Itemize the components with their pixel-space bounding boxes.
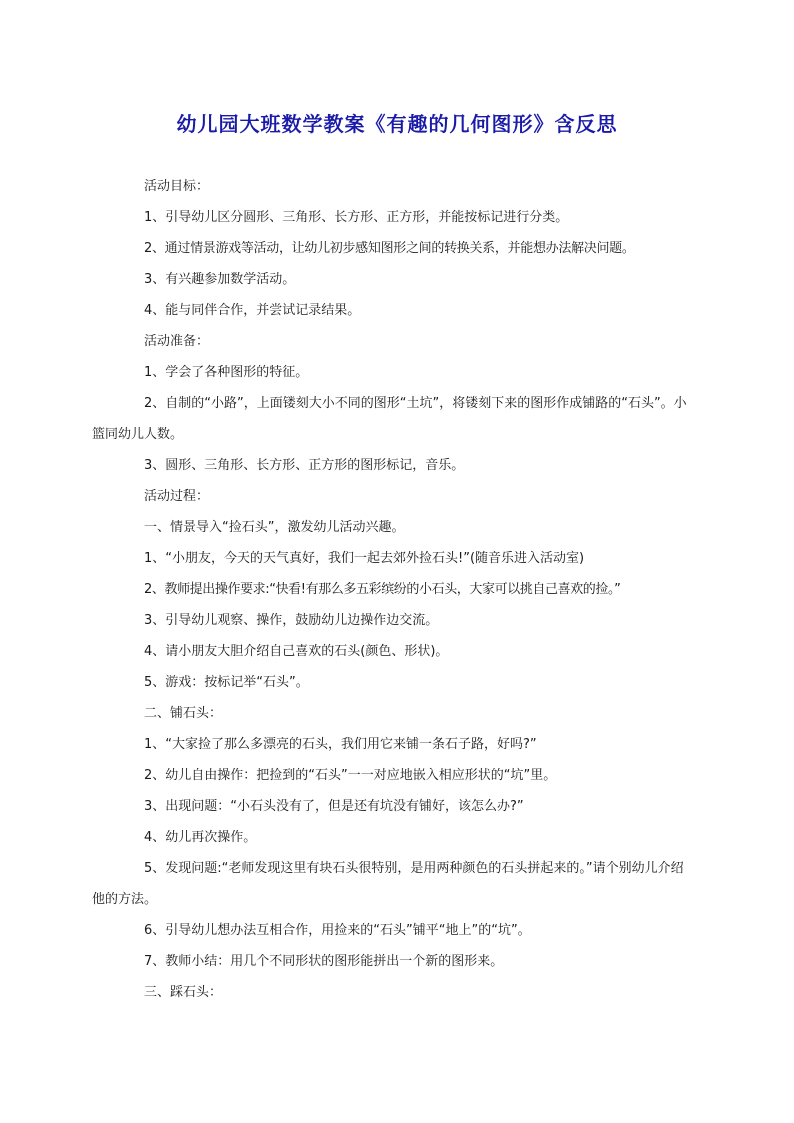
section-heading-step-stones: 三、踩石头： — [144, 985, 223, 1000]
paragraph: 4、幼儿再次操作。 — [144, 830, 257, 845]
paragraph: 5、游戏：按标记举“石头”。 — [144, 675, 309, 690]
document-title: 幼儿园大班数学教案《有趣的几何图形》含反思 — [176, 112, 618, 136]
paragraph: 2、通过情景游戏等活动，让幼儿初步感知图形之间的转换关系，并能想办法解决问题。 — [144, 241, 635, 256]
paragraph: 3、圆形、三角形、长方形、正方形的图形标记，音乐。 — [144, 458, 465, 473]
section-heading-preparation: 活动准备： — [144, 334, 210, 349]
section-heading-goals: 活动目标： — [144, 179, 210, 194]
paragraph: 6、引导幼儿想办法互相合作，用捡来的“石头”铺平“地上”的“坑”。 — [144, 923, 531, 938]
paragraph: 2、教师提出操作要求:“快看!有那么多五彩缤纷的小石头，大家可以挑自己喜欢的捡。” — [144, 582, 621, 597]
paragraph: 1、“大家捡了那么多漂亮的石头，我们用它来铺一条石子路，好吗?” — [144, 737, 537, 752]
paragraph: 1、“小朋友，今天的天气真好，我们一起去郊外捡石头!”(随音乐进入活动室) — [144, 551, 585, 566]
paragraph: 3、出现问题：“小石头没有了，但是还有坑没有铺好，该怎么办?” — [144, 799, 524, 814]
document-body — [92, 171, 688, 1008]
paragraph: 1、学会了各种图形的特征。 — [144, 365, 309, 380]
paragraph: 1、引导幼儿区分圆形、三角形、长方形、正方形，并能按标记进行分类。 — [144, 210, 569, 225]
paragraph: 2、幼儿自由操作：把捡到的“石头”一一对应地嵌入相应形状的“坑”里。 — [144, 768, 557, 783]
section-heading-lay-stones: 二、铺石头： — [144, 706, 223, 721]
paragraph: 7、教师小结：用几个不同形状的图形能拼出一个新的图形来。 — [144, 954, 504, 969]
paragraph: 5、发现问题:“老师发现这里有块石头很特别，是用两种颜色的石头拼起来的。”请个别幼儿介绍他的方法。 — [92, 861, 684, 907]
paragraph: 一、情景导入“捡石头”，激发幼儿活动兴趣。 — [144, 520, 405, 535]
section-heading-process: 活动过程： — [144, 489, 210, 504]
paragraph: 3、引导幼儿观察、操作，鼓励幼儿边操作边交流。 — [144, 613, 439, 628]
paragraph: 4、请小朋友大胆介绍自己喜欢的石头(颜色、形状)。 — [144, 644, 449, 659]
paragraph: 4、能与同伴合作，并尝试记录结果。 — [144, 303, 361, 318]
paragraph: 3、有兴趣参加数学活动。 — [144, 272, 296, 287]
paragraph: 2、自制的“小路”，上面镂刻大小不同的图形“土坑”，将镂刻下来的图形作成铺路的“石头”。小篮同幼儿人数。 — [92, 396, 687, 442]
